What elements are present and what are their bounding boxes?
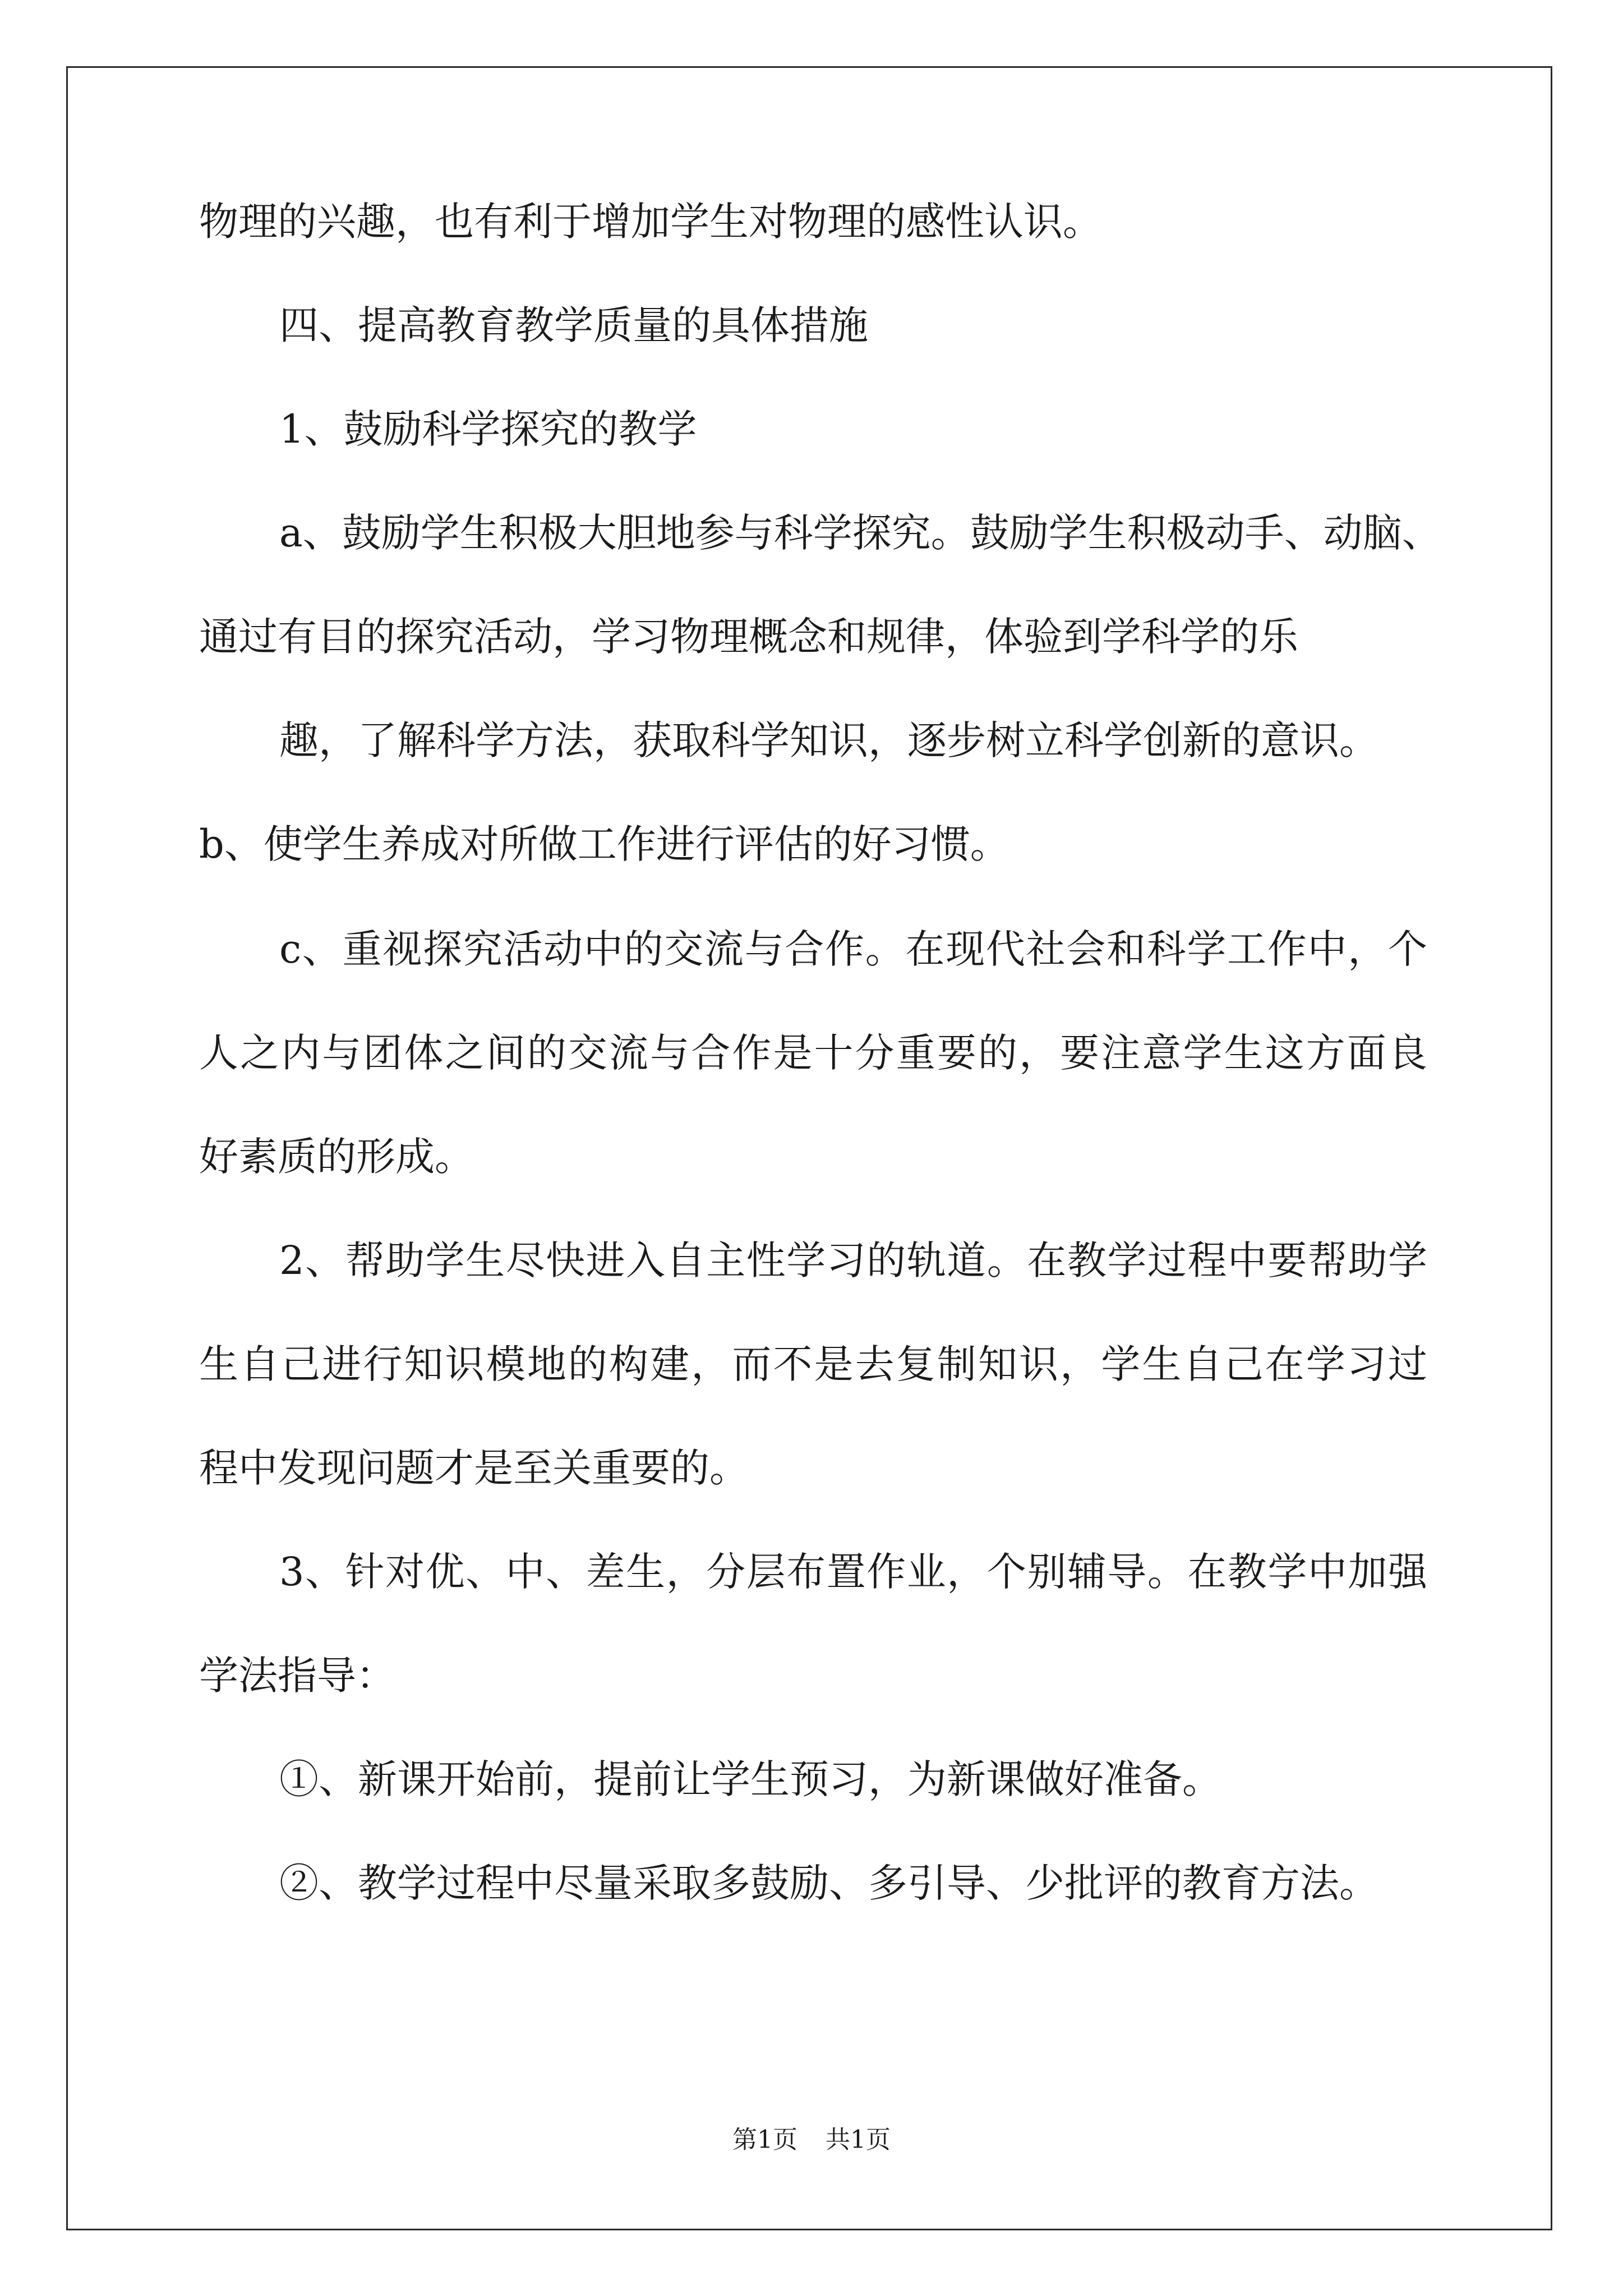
paragraph-line: c、重视探究活动中的交流与合作。在现代社会和科学工作中，个 <box>279 926 1427 972</box>
paragraph-line: 生自己进行知识模地的构建，而不是去复制知识，学生自己在学习过 <box>199 1341 1427 1387</box>
paragraph-line: 趣，了解科学方法，获取科学知识，逐步树立科学创新的意识。 <box>279 717 1378 763</box>
paragraph-line: 3、针对优、中、差生，分层布置作业，个别辅导。在教学中加强 <box>279 1549 1427 1595</box>
paragraph-line: 程中发现问题才是至关重要的。 <box>199 1445 749 1491</box>
page-number: 第1页 <box>732 2125 797 2154</box>
paragraph-line: a、鼓励学生积极大胆地参与科学探究。鼓励学生积极动手、动脑、 <box>279 510 1441 556</box>
section-heading: 四、提高教育教学质量的具体措施 <box>279 302 868 348</box>
page-footer <box>0 2125 1623 2154</box>
paragraph-line: 通过有目的探究活动，学习物理概念和规律，体验到学科学的乐 <box>199 614 1298 660</box>
subsection-heading: 1、鼓励科学探究的教学 <box>279 406 697 452</box>
list-item: ①、新课开始前，提前让学生预习，为新课做好准备。 <box>279 1756 1221 1802</box>
page-total: 共1页 <box>826 2125 891 2154</box>
list-item: ②、教学过程中尽量采取多鼓励、多引导、少批评的教育方法。 <box>279 1860 1378 1906</box>
paragraph-line: 人之内与团体之间的交流与合作是十分重要的，要注意学生这方面良 <box>199 1030 1427 1076</box>
paragraph-line: 学法指导： <box>199 1653 395 1699</box>
paragraph-line: 物理的兴趣，也有利于增加学生对物理的感性认识。 <box>199 199 1102 245</box>
paragraph-line: b、使学生养成对所做工作进行评估的好习惯。 <box>199 821 1009 867</box>
paragraph-line: 好素质的形成。 <box>199 1134 474 1180</box>
paragraph-line: 2、帮助学生尽快进入自主性学习的轨道。在教学过程中要帮助学 <box>279 1237 1427 1283</box>
